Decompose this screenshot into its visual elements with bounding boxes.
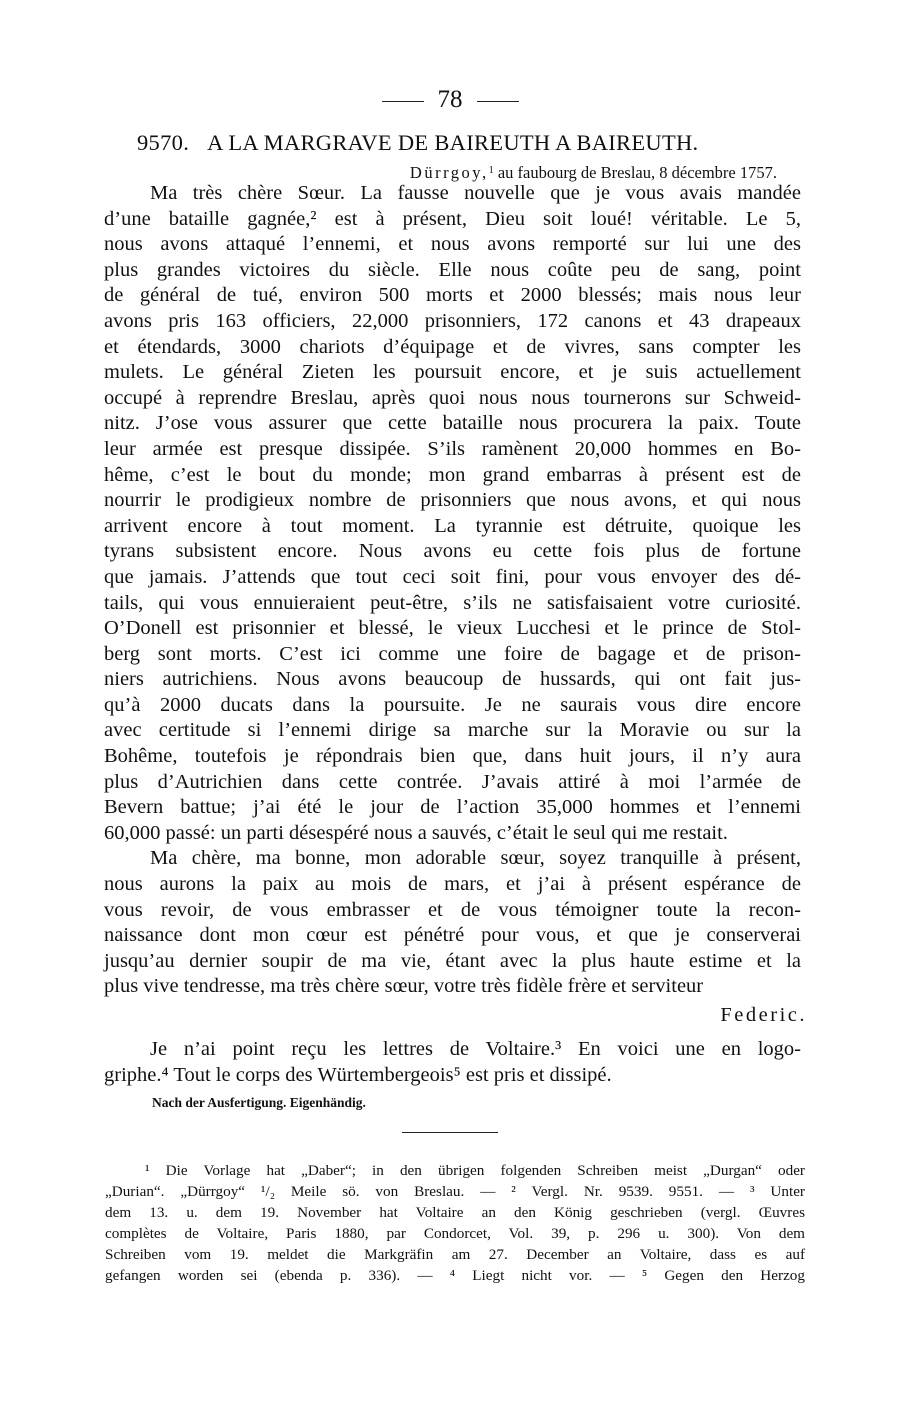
body-line: nitz. J’ose vous assurer que cette bataille nous procurera la paix. Toute bbox=[104, 412, 801, 435]
footnote-line: dem 13. u. dem 19. November hat Voltaire an den König geschrieben (vergl. Œuvres bbox=[105, 1204, 805, 1221]
footnote-line: gefangen worden sei (ebenda p. 336). — ⁴ Liegt nicht vor. — ⁵ Gegen den Herzog bbox=[105, 1267, 805, 1284]
footnote-line: complètes de Voltaire, Paris 1880, par Condorcet, Vol. 39, p. 296 u. 300). Von dem bbox=[105, 1225, 805, 1242]
body-line: que jamais. J’attends que tout ceci soit fini, pour vous envoyer des dé- bbox=[104, 565, 801, 588]
footnotes bbox=[105, 1160, 805, 1286]
body-line: plus d’Autrichien dans cette contrée. J’avais attiré à moi l’armée de bbox=[104, 770, 801, 793]
footnote-line: ¹ Die Vorlage hat „Daber“; in den übrigen folgenden Schreiben meist „Durgan“ oder bbox=[145, 1162, 805, 1179]
page-number-line bbox=[0, 86, 900, 114]
place-date-rest: au faubourg de Breslau, 8 décembre 1757. bbox=[497, 163, 777, 182]
left-dash bbox=[382, 101, 424, 102]
source-note: Nach der Ausfertigung. Eigenhändig. bbox=[152, 1095, 366, 1110]
body-line: berg sont morts. C’est ici comme une foire de bagage et de prison- bbox=[104, 642, 801, 665]
body-line: naissance dont mon cœur est pénétré pour vous, et que je conserverai bbox=[104, 924, 801, 947]
body-line: leur armée est presque dissipée. S’ils ramènent 20,000 hommes en Bo- bbox=[104, 437, 801, 460]
body-line: d’une bataille gagnée,² est à présent, Dieu soit loué! véritable. Le 5, bbox=[104, 207, 801, 230]
footnote-line: „Durian“. „Dürrgoy“ ¹/₂ Meile sö. von Breslau. — ² Vergl. Nr. 9539. 9551. — ³ Unter bbox=[105, 1183, 805, 1200]
postscript bbox=[104, 1037, 801, 1088]
body-line: et étendards, 3000 chariots d’équipage et de vivres, sans compter les bbox=[104, 335, 801, 358]
body-line: de général de tué, environ 500 morts et 2000 blessés; mais nous leur bbox=[104, 284, 801, 307]
body-line: Ma très chère Sœur. La fausse nouvelle que je vous avais mandée bbox=[150, 182, 801, 204]
body-line: Bevern battue; j’ai été le jour de l’action 35,000 hommes et l’ennemi bbox=[104, 796, 801, 819]
letter-body bbox=[104, 181, 801, 1000]
signature: Federic. bbox=[720, 1004, 807, 1026]
body-line: tyrans subsistent encore. Nous avons eu cette fois plus de fortune bbox=[104, 540, 801, 563]
postscript-line: griphe.⁴ Tout le corps des Würtembergeois⁵ est pris et dissipé. bbox=[104, 1063, 612, 1086]
footnote-ref: 1 bbox=[488, 164, 494, 176]
body-line: niers autrichiens. Nous avons beaucoup de hussards, qui ont fait jus- bbox=[104, 668, 801, 691]
right-dash bbox=[477, 101, 519, 102]
letter-heading bbox=[137, 130, 698, 156]
place-name: Dürrgoy, bbox=[409, 163, 489, 182]
page-number: 78 bbox=[437, 86, 463, 113]
letter-number: 9570. bbox=[137, 130, 190, 155]
body-line: avec certitude si l’ennemi dirige sa marche sur la Moravie ou sur la bbox=[104, 719, 801, 742]
body-line: Ma chère, ma bonne, mon adorable sœur, soyez tranquille à présent, bbox=[150, 847, 801, 870]
footnote-line: Schreiben vom 19. meldet die Markgräfin am 27. December an Voltaire, dass es auf bbox=[105, 1246, 805, 1263]
body-line: nourrir le prodigieux nombre de prisonniers que nous avons, et qui nous bbox=[104, 489, 801, 512]
body-line: plus vive tendresse, ma très chère sœur, votre très fidèle frère et serviteur bbox=[104, 975, 704, 998]
postscript-line: Je n’ai point reçu les lettres de Voltaire.³ En voici une en logo- bbox=[150, 1038, 801, 1060]
body-line: plus grandes victoires du siècle. Elle nous coûte peu de sang, point bbox=[104, 258, 801, 281]
footnote-separator bbox=[402, 1132, 498, 1133]
body-line: occupé à reprendre Breslau, après quoi nous nous tournerons sur Schweid- bbox=[104, 386, 801, 409]
body-line: jusqu’au dernier soupir de ma vie, étant avec la plus haute estime et la bbox=[104, 949, 801, 972]
body-line: nous aurons la paix au mois de mars, et j’ai à présent espérance de bbox=[104, 873, 801, 896]
body-line: tails, qui vous ennuieraient peut-être, s’ils ne satisfaisaient votre curiosité. bbox=[104, 591, 801, 614]
body-line: O’Donell est prisonnier et blessé, le vieux Lucchesi et le prince de Stol- bbox=[104, 617, 801, 640]
body-line: mulets. Le général Zieten les poursuit encore, et je suis actuellement bbox=[104, 361, 801, 384]
body-line: 60,000 passé: un parti désespéré nous a sauvés, c’était le seul qui me restait. bbox=[104, 821, 728, 844]
body-line: Bohême, toutefois je répondrais bien que, dans huit jours, il n’y aura bbox=[104, 745, 801, 768]
letter-title: A LA MARGRAVE DE BAIREUTH A BAIREUTH. bbox=[207, 130, 699, 155]
place-date bbox=[410, 163, 777, 183]
body-line: nous avons attaqué l’ennemi, et nous avons remporté sur lui une des bbox=[104, 233, 801, 256]
body-line: avons pris 163 officiers, 22,000 prisonniers, 172 canons et 43 drapeaux bbox=[104, 309, 801, 332]
body-line: arrivent encore à tout moment. La tyrannie est détruite, quoique les bbox=[104, 514, 801, 537]
body-line: hême, c’est le bout du monde; mon grand embarras à présent est de bbox=[104, 463, 801, 486]
body-line: vous revoir, de vous embrasser et de vous témoigner toute la recon- bbox=[104, 898, 801, 921]
body-line: qu’à 2000 ducats dans la poursuite. Je ne saurais vous dire encore bbox=[104, 693, 801, 716]
